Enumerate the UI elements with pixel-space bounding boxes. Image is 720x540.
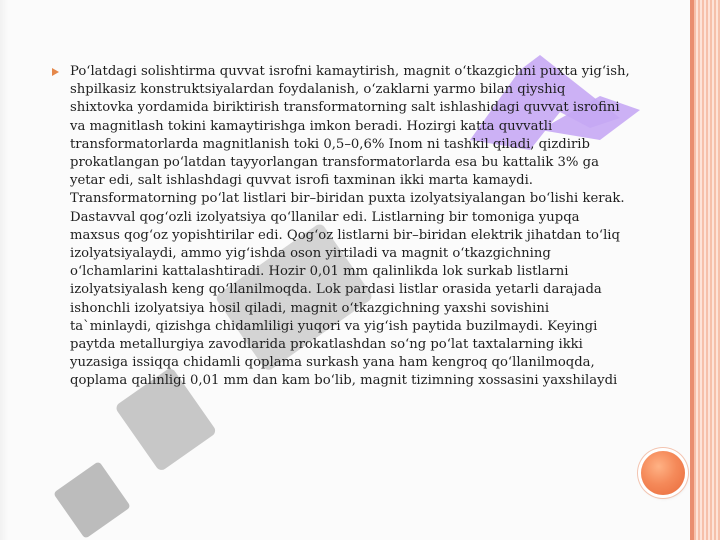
paragraph-text: Po‘latdagi solishtirma quvvat isrofni kamaytirish, magnit o‘tkazgichni puxta yig‘ish, shpilkasiz konstruktsiyalardan foydalanish, o‘zaklarni yarmo bilan qiyshiq shixtovka yordamida biriktirish transformatorning salt ishlashidagi quvvat isrofini va magnitlash tokini kamaytirishga imkon beradi. Hozirgi katta quvvatli transformatorlarda magnitlanish toki 0,5–0,6% Inom ni tashkil qiladi, qizdirib prokatlangan po‘latdan tayyorlangan transformatorlarda esa bu kattalik 3% ga yetar edi, salt ishlashdagi quvvat isrofi taxminan ikki marta kamaydi. Transformatorning po‘lat listlari bir–biridan puxta izolyatsiyalangan bo‘lishi kerak. Dastavval qog‘ozli izolyatsiya qo‘llanilar edi. Listlarning bir tomoniga yupqa maxsus qog‘oz yopishtirilar edi. Qog‘oz listlarni bir–biridan elektrik jihatdan to‘liq izolyatsiyalaydi, ammo yig‘ishda oson yirtiladi va magnit o‘tkazgichning o‘lchamlarini kattalashtiradi. Hozir 0,01 mm qalinlikda lok surkab listlarni izolyatsiyalash keng qo‘llanilmoqda. Lok pardasi listlar orasida yetarli darajada ishonchli izolyatsiya hosil qiladi, magnit o‘tkazgichning yaxshi sovishini ta`minlaydi, qizishga chidamliligi yuqori va yig‘ish paytida buzilmaydi. Keyingi paytda metallurgiya zavodlarida prokatlashdan so‘ng po‘lat taxtalarning ikki yuzasiga issiqqa chidamli qoplama surkash yana ham kengroq qo‘llanilmoqda, qoplama qalinligi 0,01 mm dan kam bo‘lib, magnit tizimning xossasini yaxshilaydi [70, 64, 630, 389]
orange-circle-icon [641, 451, 685, 495]
triangle-bullet-icon [52, 68, 59, 76]
content-area [52, 63, 632, 391]
bullet-item [52, 63, 632, 391]
